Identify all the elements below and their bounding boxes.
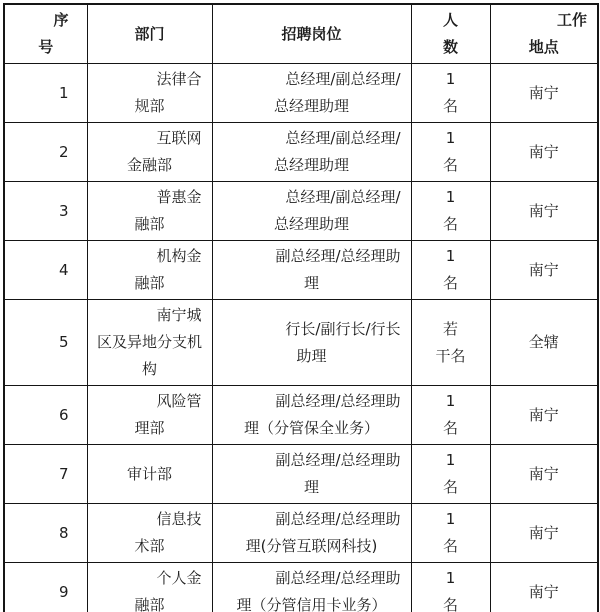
cell-dept: [87, 563, 212, 612]
cell-num: [4, 386, 87, 445]
cell-loc: [490, 504, 598, 563]
text-line: 名: [442, 97, 458, 115]
header-num: [4, 4, 87, 64]
cell-count: [411, 182, 490, 241]
table-row: [4, 563, 598, 612]
cell-dept: [87, 445, 212, 504]
table-row: [4, 64, 598, 123]
table-body: [4, 64, 598, 612]
recruitment-table: [3, 3, 599, 612]
text-line: 9: [58, 582, 69, 601]
text-line: 总经理助理: [273, 215, 349, 233]
text-line: 风险管: [156, 392, 202, 410]
table-row: [4, 123, 598, 182]
cell-loc: [490, 123, 598, 182]
text-line: 南宁: [528, 260, 559, 279]
text-line: 总经理助理: [273, 97, 349, 115]
cell-num: [4, 182, 87, 241]
text-line: 总经理/副总经理/: [285, 70, 401, 88]
text-line: 南宁城: [156, 306, 202, 324]
text-line: 理: [303, 274, 319, 292]
text-line: 理（分管信用卡业务）: [236, 596, 387, 612]
text-line: 干名: [435, 346, 466, 365]
text-line: 若: [442, 319, 458, 338]
text-line: 1: [445, 451, 456, 469]
text-line: 7: [58, 464, 69, 483]
cell-pos: [212, 563, 411, 612]
cell-pos: [212, 386, 411, 445]
text-line: 部门: [134, 24, 165, 43]
text-line: 南宁: [528, 582, 559, 601]
cell-loc: [490, 300, 598, 386]
cell-count: [411, 241, 490, 300]
cell-pos: [212, 445, 411, 504]
cell-num: [4, 123, 87, 182]
header-loc: [490, 4, 598, 64]
text-line: 南宁: [528, 464, 559, 483]
table-row: [4, 445, 598, 504]
cell-dept: [87, 182, 212, 241]
text-line: 6: [58, 405, 69, 424]
cell-dept: [87, 300, 212, 386]
cell-count: [411, 300, 490, 386]
text-line: 1: [445, 510, 456, 528]
cell-dept: [87, 386, 212, 445]
text-line: 号: [38, 38, 54, 56]
cell-pos: [212, 182, 411, 241]
text-line: 工作: [556, 11, 587, 29]
text-line: 法律合: [156, 70, 202, 88]
cell-dept: [87, 241, 212, 300]
table-header: [4, 4, 598, 64]
text-line: 名: [442, 419, 458, 437]
text-line: 副总经理/总经理助: [275, 451, 401, 469]
text-line: 1: [445, 188, 456, 206]
text-line: 理(分管互联网科技): [245, 537, 378, 555]
cell-pos: [212, 64, 411, 123]
text-line: 个人金: [156, 569, 202, 587]
cell-pos: [212, 300, 411, 386]
text-line: 规部: [134, 97, 165, 115]
text-line: 总经理/副总经理/: [285, 129, 401, 147]
text-line: 术部: [134, 537, 165, 555]
text-line: 理部: [134, 419, 165, 437]
header-count: [411, 4, 490, 64]
text-line: 南宁: [528, 83, 559, 102]
cell-count: [411, 445, 490, 504]
text-line: 副总经理/总经理助: [275, 392, 401, 410]
text-line: 信息技: [156, 510, 202, 528]
text-line: 名: [442, 596, 458, 612]
cell-num: [4, 241, 87, 300]
cell-pos: [212, 123, 411, 182]
text-line: 副总经理/总经理助: [275, 569, 401, 587]
text-line: 助理: [296, 346, 327, 365]
text-line: 全辖: [528, 333, 559, 351]
text-line: 行长/副行长/行长: [285, 319, 401, 338]
cell-loc: [490, 182, 598, 241]
text-line: 4: [58, 260, 69, 279]
text-line: 地点: [528, 38, 559, 56]
text-line: 南宁: [528, 142, 559, 161]
text-line: 1: [445, 392, 456, 410]
text-line: 1: [445, 247, 456, 265]
text-line: 南宁: [528, 405, 559, 424]
text-line: 构: [141, 360, 157, 378]
text-line: 机构金: [156, 247, 202, 265]
cell-dept: [87, 123, 212, 182]
text-line: 招聘岗位: [281, 24, 342, 43]
text-line: 人: [442, 11, 458, 29]
text-line: 名: [442, 537, 458, 555]
text-line: 普惠金: [156, 188, 202, 206]
cell-pos: [212, 241, 411, 300]
text-line: 名: [442, 274, 458, 292]
text-line: 1: [445, 569, 456, 587]
table-row: [4, 182, 598, 241]
cell-num: [4, 445, 87, 504]
header-dept: [87, 4, 212, 64]
cell-num: [4, 64, 87, 123]
text-line: 2: [58, 142, 69, 161]
cell-count: [411, 386, 490, 445]
text-line: 理: [303, 478, 319, 496]
text-line: 1: [445, 70, 456, 88]
cell-count: [411, 123, 490, 182]
text-line: 序: [53, 11, 69, 29]
text-line: 总经理助理: [273, 156, 349, 174]
text-line: 审计部: [126, 464, 172, 483]
table-row: [4, 504, 598, 563]
text-line: 互联网: [156, 129, 202, 147]
header-row: [4, 4, 598, 64]
cell-pos: [212, 504, 411, 563]
text-line: 3: [58, 201, 69, 220]
text-line: 副总经理/总经理助: [275, 510, 401, 528]
text-line: 名: [442, 156, 458, 174]
cell-num: [4, 563, 87, 612]
table-row: [4, 300, 598, 386]
text-line: 8: [58, 523, 69, 542]
text-line: 融部: [134, 596, 165, 612]
cell-count: [411, 64, 490, 123]
text-line: 副总经理/总经理助: [275, 247, 401, 265]
table-row: [4, 241, 598, 300]
header-pos: [212, 4, 411, 64]
cell-num: [4, 504, 87, 563]
text-line: 1: [58, 83, 69, 102]
cell-count: [411, 563, 490, 612]
text-line: 区及异地分支机: [96, 333, 202, 351]
text-line: 总经理/副总经理/: [285, 188, 401, 206]
text-line: 南宁: [528, 523, 559, 542]
cell-loc: [490, 386, 598, 445]
text-line: 数: [442, 38, 458, 56]
text-line: 1: [445, 129, 456, 147]
cell-num: [4, 300, 87, 386]
cell-loc: [490, 445, 598, 504]
cell-dept: [87, 64, 212, 123]
text-line: 名: [442, 215, 458, 233]
text-line: 名: [442, 478, 458, 496]
text-line: 理（分管保全业务）: [243, 419, 379, 437]
cell-loc: [490, 241, 598, 300]
cell-count: [411, 504, 490, 563]
text-line: 融部: [134, 215, 165, 233]
cell-dept: [87, 504, 212, 563]
cell-loc: [490, 563, 598, 612]
text-line: 金融部: [126, 156, 172, 174]
text-line: 融部: [134, 274, 165, 292]
text-line: 南宁: [528, 201, 559, 220]
cell-loc: [490, 64, 598, 123]
table-row: [4, 386, 598, 445]
text-line: 5: [58, 333, 69, 351]
